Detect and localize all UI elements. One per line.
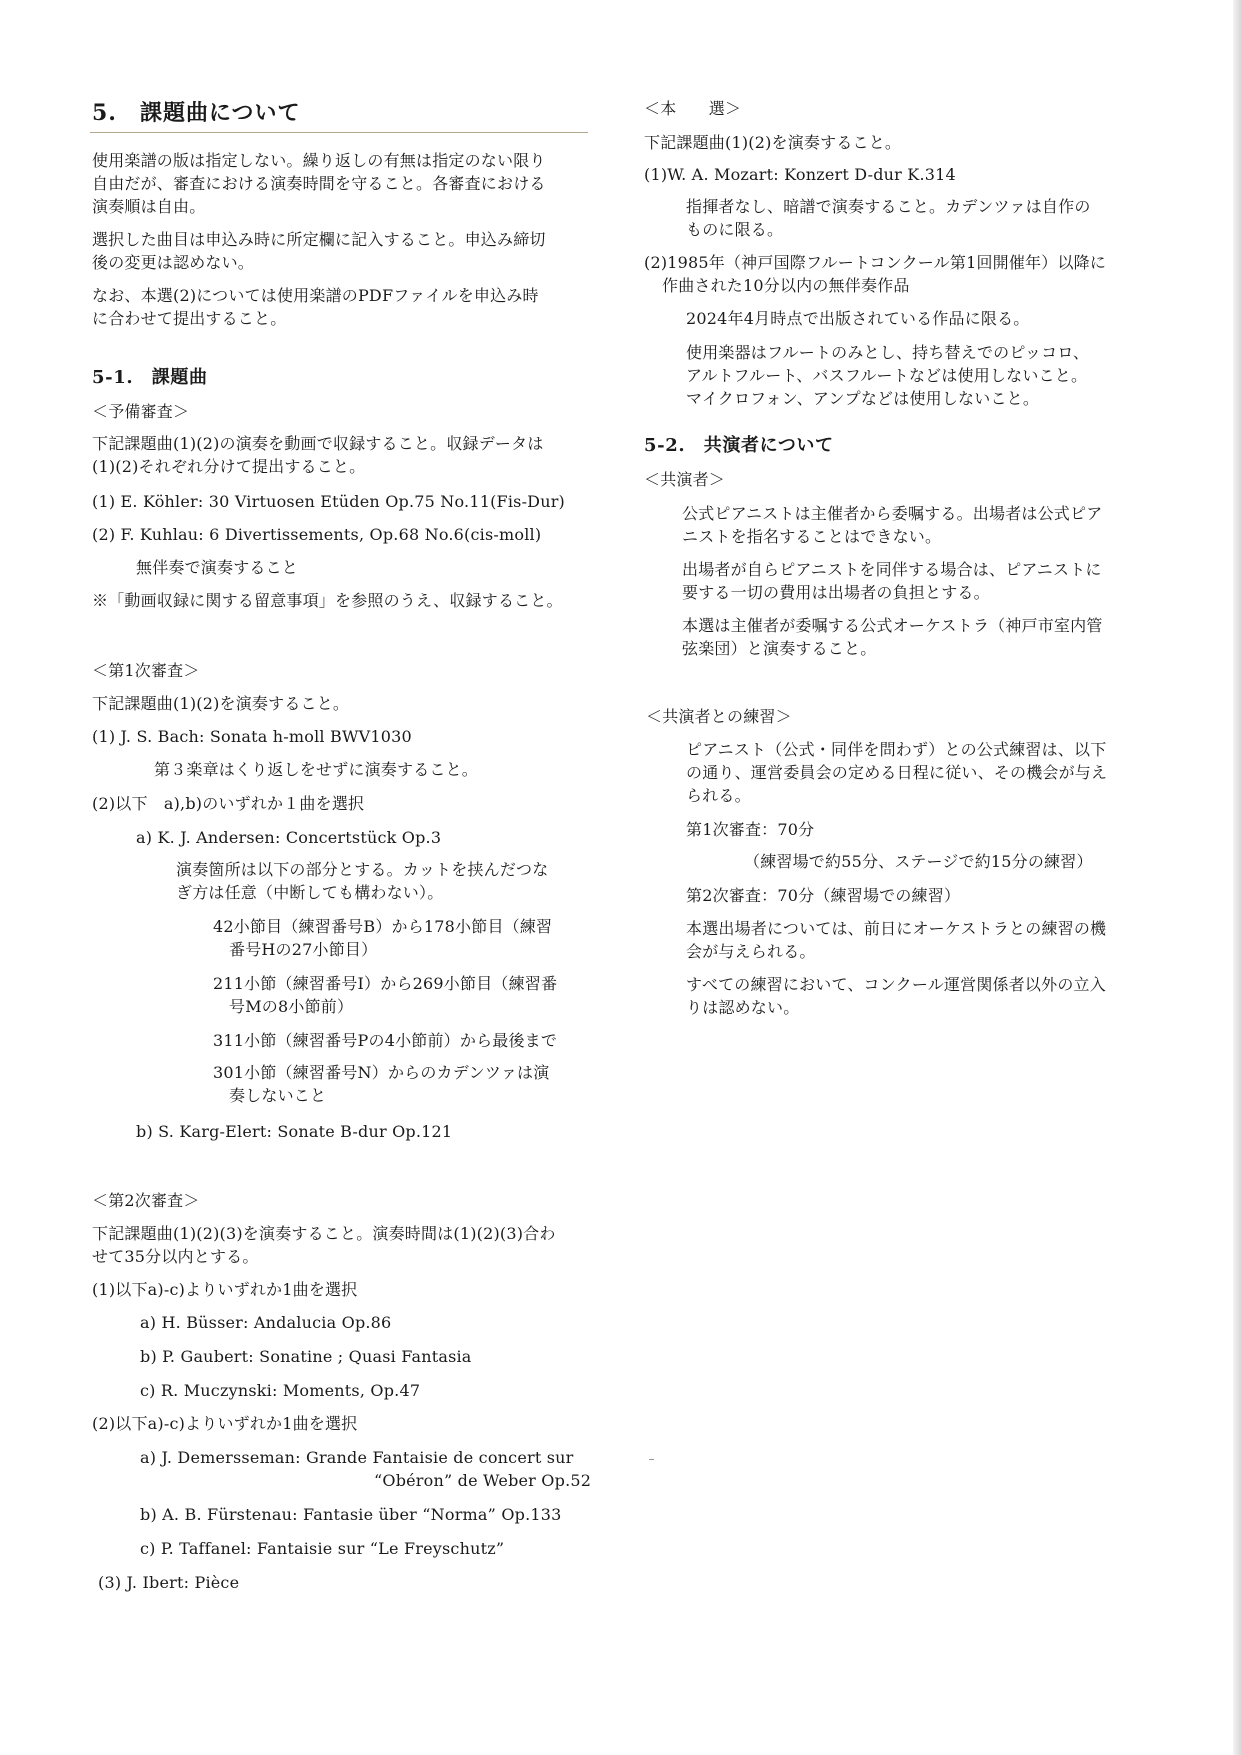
intro-line: 演奏順は自由。 <box>92 197 206 216</box>
second-round-choice-2: (2)以下a)-c)よりいずれか1曲を選択 <box>92 1414 358 1433</box>
final-note: 使用楽器はフルートのみとし、持ち替えでのピッコロ、 <box>686 343 1090 362</box>
second-round-option: c) P. Taffanel: Fantaisie sur “Le Freyschutz” <box>140 1539 505 1558</box>
prelim-remark: ※「動画収録に関する留意事項」を参照のうえ、収録すること。 <box>92 591 563 610</box>
rehearsal-line: りは認めない。 <box>686 998 800 1017</box>
coperformer-line: 出場者が自らピアニストを同伴する場合は、ピアニストに <box>682 560 1102 579</box>
first-round-line: 下記課題曲(1)(2)を演奏すること。 <box>92 694 350 713</box>
coperformer-line: 本選は主催者が委嘱する公式オーケストラ（神戸市室内管 <box>682 616 1103 635</box>
rehearsal-heading: ＜共演者との練習＞ <box>646 707 792 726</box>
coperformer-line: 弦楽団）と演奏すること。 <box>682 639 877 658</box>
first-round-option-a: a) K. J. Andersen: Concertstück Op.3 <box>136 828 442 847</box>
second-round-piece-3: (3) J. Ibert: Pièce <box>98 1573 240 1592</box>
second-round-choice-1: (1)以下a)-c)よりいずれか1曲を選択 <box>92 1280 358 1299</box>
first-round-detail: ぎ方は任意（中断しても構わない）。 <box>176 883 444 902</box>
second-round-option: a) J. Demersseman: Grande Fantaisie de concert sur <box>140 1448 574 1467</box>
final-line: 下記課題曲(1)(2)を演奏すること。 <box>644 133 902 152</box>
prelim-line: (1)(2)それぞれ分けて提出すること。 <box>92 457 366 476</box>
final-note: ものに限る。 <box>686 220 784 239</box>
second-round-heading: ＜第2次審査＞ <box>92 1191 200 1210</box>
second-round-option: “Obéron” de Weber Op.52 <box>374 1471 592 1490</box>
first-round-piece-1: (1) J. S. Bach: Sonata h-moll BWV1030 <box>92 727 412 746</box>
intro-line: 使用楽譜の版は指定しない。繰り返しの有無は指定のない限り <box>92 151 546 170</box>
first-round-detail: 演奏箇所は以下の部分とする。カットを挟んだつな <box>176 860 549 879</box>
coperformer-line: 要する一切の費用は出場者の負担とする。 <box>682 583 990 602</box>
final-note: 2024年4月時点で出版されている作品に限る。 <box>686 309 1030 328</box>
final-piece-1: (1)W. A. Mozart: Konzert D-dur K.314 <box>644 165 956 184</box>
prelim-line: 下記課題曲(1)(2)の演奏を動画で収録すること。収録データは <box>92 434 544 453</box>
final-heading: ＜本 選＞ <box>644 99 742 118</box>
intro-line: 選択した曲目は申込み時に所定欄に記入すること。申込み締切 <box>92 230 546 249</box>
first-round-note: 第３楽章はくり返しをせずに演奏すること。 <box>154 760 479 779</box>
first-round-heading: ＜第1次審査＞ <box>92 661 200 680</box>
final-piece-2: (2)1985年（神戸国際フルートコンクール第1回開催年）以降に <box>644 253 1107 272</box>
title-underline <box>90 132 588 133</box>
intro-line: に合わせて提出すること。 <box>92 309 287 328</box>
page-edge-shadow <box>1233 0 1241 1755</box>
rehearsal-line: られる。 <box>686 786 751 805</box>
rehearsal-first-round: 第1次審査：70分 <box>686 820 815 839</box>
final-note: マイクロフォン、アンプなどは使用しないこと。 <box>686 389 1040 408</box>
second-round-option: b) A. B. Fürstenau: Fantasie über “Norma” Op.133 <box>140 1505 562 1524</box>
intro-line: なお、本選(2)については使用楽譜のPDFファイルを申込み時 <box>92 286 539 305</box>
prelim-note: 無伴奏で演奏すること <box>136 558 299 577</box>
first-round-range: 211小節（練習番号I）から269小節目（練習番 <box>213 974 558 993</box>
intro-line: 自由だが、審査における演奏時間を守ること。各審査における <box>92 174 546 193</box>
first-round-range: 311小節（練習番号Pの4小節前）から最後まで <box>213 1031 558 1050</box>
subsection-title-5-1: 5-1. 課題曲 <box>92 367 208 388</box>
rehearsal-line: すべての練習において、コンクール運営関係者以外の立入 <box>686 975 1106 994</box>
final-piece-2: 作曲された10分以内の無伴奏作品 <box>662 276 910 295</box>
coperformer-line: 公式ピアニストは主催者から委嘱する。出場者は公式ピア <box>682 504 1103 523</box>
second-round-option: b) P. Gaubert: Sonatine ; Quasi Fantasia <box>140 1347 472 1366</box>
rehearsal-line: 会が与えられる。 <box>686 942 816 961</box>
first-round-option-b: b) S. Karg-Elert: Sonate B-dur Op.121 <box>136 1122 453 1141</box>
coperformer-heading: ＜共演者＞ <box>644 470 726 489</box>
final-note: 指揮者なし、暗譜で演奏すること。カデンツァは自作の <box>686 197 1091 216</box>
rehearsal-line: の通り、運営委員会の定める日程に従い、その機会が与え <box>686 763 1108 782</box>
second-round-option: a) H. Büsser: Andalucia Op.86 <box>140 1313 392 1332</box>
second-round-line: せて35分以内とする。 <box>92 1247 259 1266</box>
rehearsal-line: 本選出場者については、前日にオーケストラとの練習の機 <box>686 919 1107 938</box>
scan-speck <box>649 1459 654 1460</box>
prelim-heading: ＜予備審査＞ <box>92 402 190 421</box>
section-title: 5. 課題曲について <box>92 100 301 126</box>
first-round-range: 号Mの8小節前） <box>229 997 354 1016</box>
first-round-range: 42小節目（練習番号B）から178小節目（練習 <box>213 917 553 936</box>
prelim-piece-2: (2) F. Kuhlau: 6 Divertissements, Op.68 No.6(cis-moll) <box>92 525 542 544</box>
intro-line: 後の変更は認めない。 <box>92 253 255 272</box>
final-note: アルトフルート、バスフルートなどは使用しないこと。 <box>686 366 1088 385</box>
first-round-range: 301小節（練習番号N）からのカデンツァは演 <box>213 1063 550 1082</box>
first-round-choice: (2)以下 a),b)のいずれか１曲を選択 <box>92 794 365 813</box>
rehearsal-line: ピアニスト（公式・同伴を問わず）との公式練習は、以下 <box>686 740 1107 759</box>
first-round-range: 番号Hの27小節目） <box>229 940 378 959</box>
prelim-piece-1: (1) E. Köhler: 30 Virtuosen Etüden Op.75 No.11(Fis-Dur) <box>92 492 565 511</box>
subsection-title-5-2: 5-2. 共演者について <box>644 435 834 456</box>
second-round-line: 下記課題曲(1)(2)(3)を演奏すること。演奏時間は(1)(2)(3)合わ <box>92 1224 556 1243</box>
first-round-range: 奏しないこと <box>229 1086 327 1105</box>
second-round-option: c) R. Muczynski: Moments, Op.47 <box>140 1381 421 1400</box>
coperformer-line: ニストを指名することはできない。 <box>682 527 942 546</box>
rehearsal-first-round-detail: （練習場で約55分、ステージで約15分の練習） <box>744 852 1093 871</box>
rehearsal-second-round: 第2次審査：70分（練習場での練習） <box>686 886 961 905</box>
